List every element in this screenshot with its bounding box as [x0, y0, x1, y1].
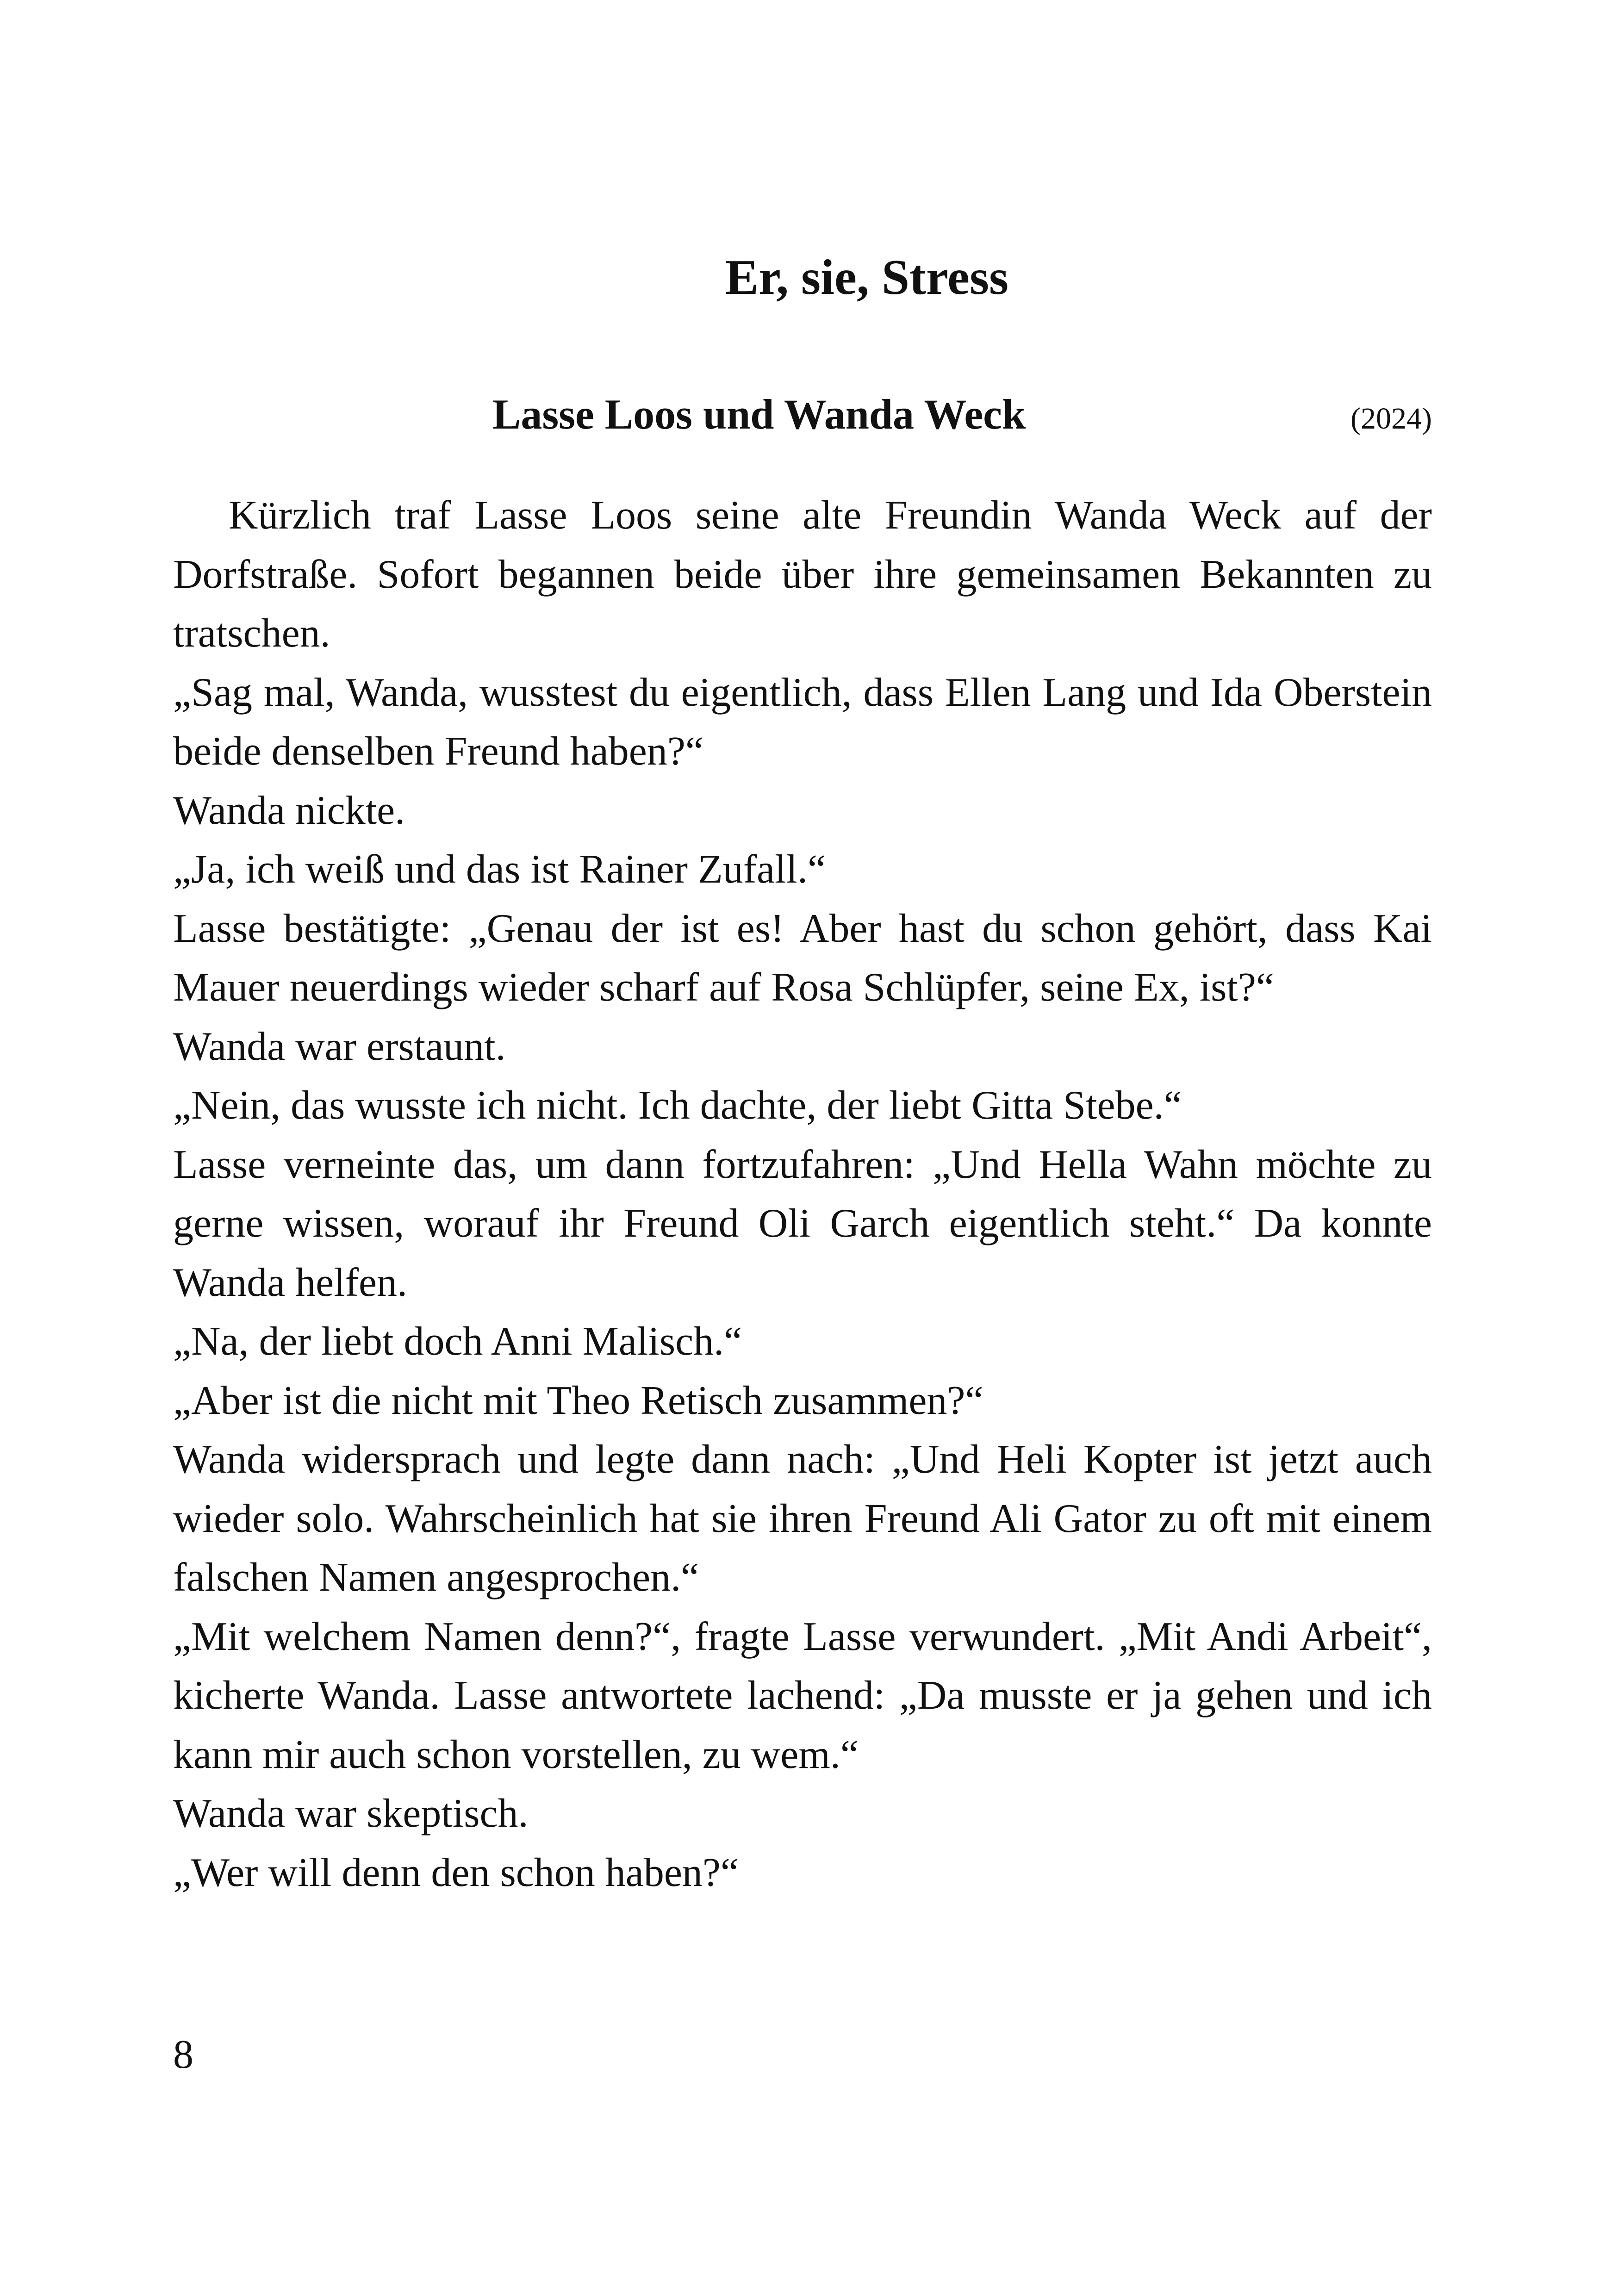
paragraph: „Nein, das wusste ich nicht. Ich dachte, der liebt Gitta Stebe.“	[173, 1083, 1182, 1128]
paragraph: Wanda widersprach und legte dann nach: „Und Heli Kopter ist jetzt auch wieder solo. Wahrscheinlich hat sie ihren Freund Ali Gator zu oft mit einem falschen Namen angesprochen.“	[173, 1437, 1432, 1600]
paragraph: Lasse verneinte das, um dann fortzufahren: „Und Hella Wahn möchte zu gerne wissen, worauf ihr Freund Oli Garch eigentlich steht.“ Da konnte Wanda helfen.	[173, 1142, 1432, 1305]
paragraph: „Mit welchem Namen denn?“, fragte Lasse verwundert. „Mit Andi Arbeit“, kicherte Wanda. Lasse antwortete lachend: „Da musste er ja gehen und ich kann mir auch schon vorstellen, zu wem.“	[173, 1614, 1432, 1777]
paragraph: „Wer will denn den schon haben?“	[173, 1850, 739, 1895]
story-body	[173, 486, 1432, 1902]
paragraph: Wanda war skeptisch.	[173, 1791, 529, 1836]
paragraph: Wanda nickte.	[173, 788, 405, 833]
paragraph: „Aber ist die nicht mit Theo Retisch zusammen?“	[173, 1378, 983, 1423]
paragraph: „Na, der liebt doch Anni Malisch.“	[173, 1319, 742, 1364]
paragraph: Lasse bestätigte: „Genau der ist es! Aber hast du schon gehört, dass Kai Mauer neuerdings wieder scharf auf Rosa Schlüpfer, seine Ex, ist?“	[173, 906, 1432, 1010]
paragraph: Kürzlich traf Lasse Loos seine alte Freundin Wanda Weck auf der Dorfstraße. Sofort begannen beide über ihre gemeinsamen Bekannten zu tratschen.	[173, 493, 1432, 656]
story-year: (2024)	[1350, 402, 1432, 436]
story-header	[173, 384, 1432, 444]
page-number: 8	[173, 2032, 193, 2077]
chapter-title: Er, sie, Stress	[725, 250, 1009, 305]
paragraph: „Ja, ich weiß und das ist Rainer Zufall.“	[173, 847, 826, 892]
story-title: Lasse Loos und Wanda Weck	[492, 391, 1026, 438]
paragraph: Wanda war erstaunt.	[173, 1024, 506, 1069]
paragraph: „Sag mal, Wanda, wusstest du eigentlich, dass Ellen Lang und Ida Oberstein beide denselben Freund haben?“	[173, 670, 1432, 774]
